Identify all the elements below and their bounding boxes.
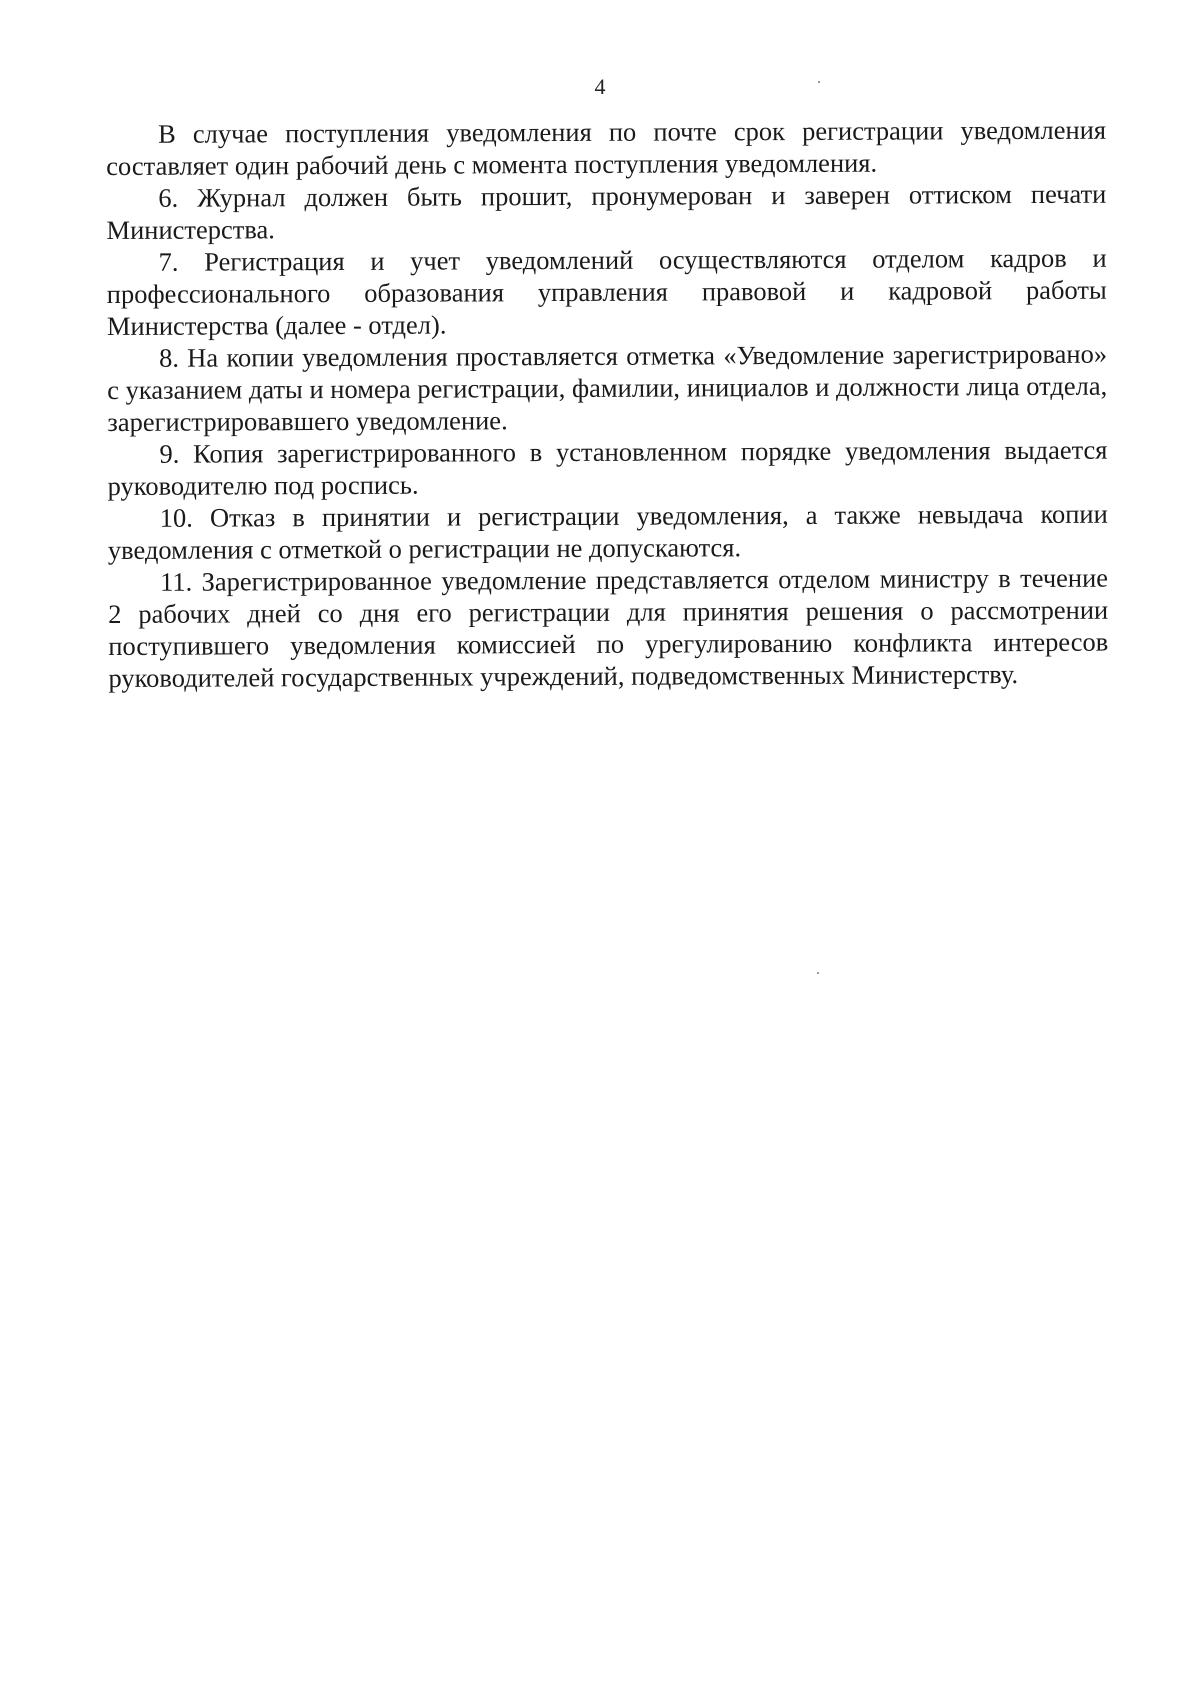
scan-speck <box>818 81 820 83</box>
paragraph-11-commission: 11. Зарегистрированное уведомление представляется отделом министру в течение 2 рабочих дней со дня его регистрации для принятия решения о рассмотрении поступившего уведомления комиссией по урегулированию конфликта интересов руководителей государственных учреждений, подведомственных Министерству. <box>108 562 1109 693</box>
paragraph-7-registration: 7. Регистрация и учет уведомлений осуществляются отделом кадров и профессионального образования управления правовой и кадровой работы Министерства (далее - отдел). <box>106 242 1107 341</box>
paragraph-10-refusal: 10. Отказ в принятии и регистрации уведомления, а также невыдача копии уведомления с отметкой о регистрации не допускаются. <box>107 498 1108 565</box>
page-number: 4 <box>594 74 606 99</box>
document-body <box>106 114 1109 694</box>
paragraph-9-copy-issued: 9. Копия зарегистрированного в установленном порядке уведомления выдается руководителю под роспись. <box>107 434 1108 501</box>
paragraph-8-copy-mark: 8. На копии уведомления проставляется отметка «Уведомление зарегистрировано» с указанием даты и номера регистрации, фамилии, инициалов и должности лица отдела, зарегистрировавшего уведомление. <box>107 338 1108 437</box>
paragraph-6-journal: 6. Журнал должен быть прошит, пронумерован и заверен оттиском печати Министерства. <box>106 178 1107 245</box>
scan-speck <box>817 972 819 974</box>
paragraph-mail-registration: В случае поступления уведомления по почте срок регистрации уведомления составляет один рабочий день с момента поступления уведомления. <box>106 114 1107 181</box>
